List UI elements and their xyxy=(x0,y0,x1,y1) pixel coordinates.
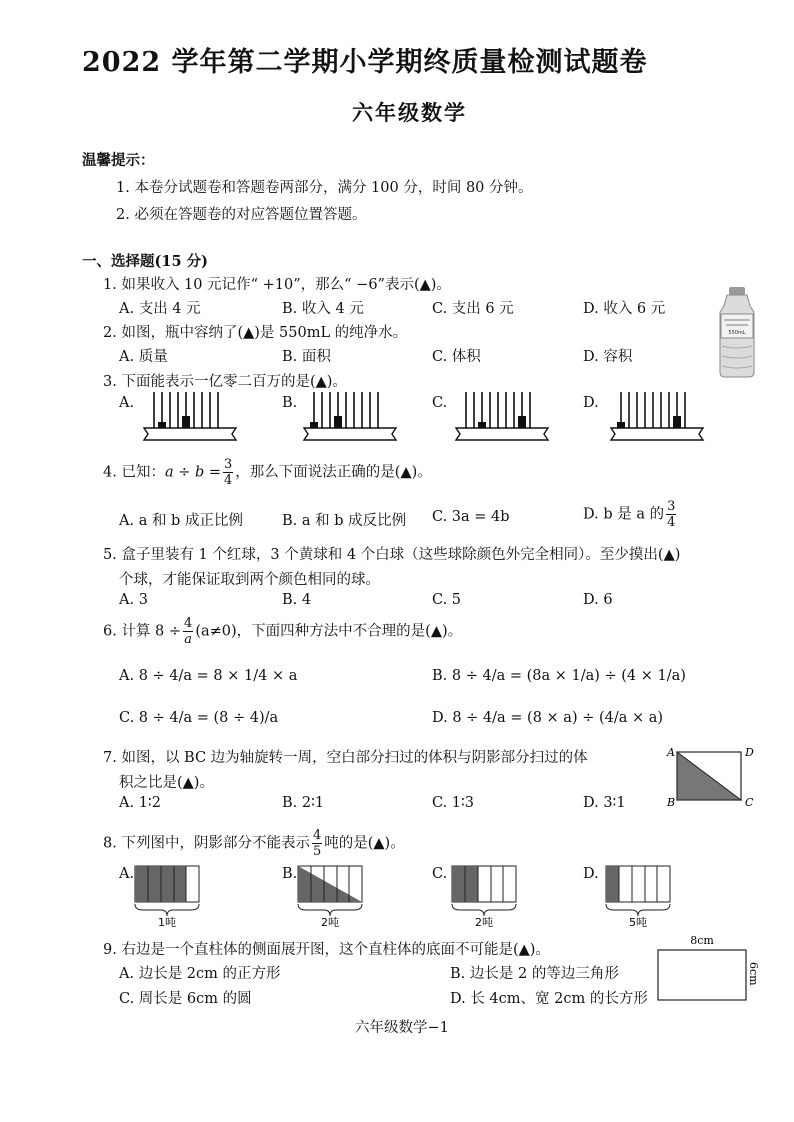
q8-option-b: B. xyxy=(282,866,298,882)
water-bottle-image xyxy=(712,286,762,378)
q4-option-c: C. 3a = 4b xyxy=(432,509,510,525)
bottle-volume-label: 550mL xyxy=(728,330,746,336)
question-7-stem-line1: 7. 如图，以 BC 边为轴旋转一周，空白部分扫过的体积与阴影部分扫过的体 xyxy=(103,750,588,766)
q8-option-a: A. xyxy=(119,866,135,882)
question-2-stem: 2. 如图，瓶中容纳了(▲)是 550mL 的纯净水。 xyxy=(103,325,408,341)
q4-option-b: B. a 和 b 成反比例 xyxy=(282,513,407,529)
q2-option-c: C. 体积 xyxy=(432,349,481,365)
q6-option-c: C. 8 ÷ 4/a = (8 ÷ 4)/a xyxy=(119,710,279,726)
q5-option-b: B. 4 xyxy=(282,592,312,608)
q6-option-b: B. 8 ÷ 4/a = (8a × 1/a) ÷ (4 × 1/a) xyxy=(432,668,686,684)
question-8-stem: 8. 下列图中，阴影部分不能表示 $\frac{4}{5}$ 吨的是(▲)。 xyxy=(103,828,405,859)
bar-figure-c xyxy=(450,862,530,932)
q7-option-a: A. 1∶2 xyxy=(119,795,161,811)
q8-option-c: C. xyxy=(432,866,448,882)
tip-item: 1. 本卷分试题卷和答题卷两部分，满分 100 分，时间 80 分钟。 xyxy=(116,180,533,196)
bar-caption-a: 1吨 xyxy=(158,916,176,929)
q4-option-d: D. b 是 a 的 $\frac{3}{4}$ xyxy=(583,499,676,530)
section-heading: 一、选择题(15 分) xyxy=(82,253,208,270)
bar-figure-a xyxy=(133,862,213,932)
q3-option-a: A. xyxy=(119,395,135,411)
q7-option-c: C. 1∶3 xyxy=(432,795,475,811)
q6-option-a: A. 8 ÷ 4/a = 8 × 1/4 × a xyxy=(119,668,298,684)
abacus-c xyxy=(452,390,552,446)
question-7-stem-line2: 积之比是(▲)。 xyxy=(119,775,214,791)
bar-caption-d: 5吨 xyxy=(629,916,647,929)
q2-option-d: D. 容积 xyxy=(583,349,633,365)
bar-caption-c: 2吨 xyxy=(475,916,493,929)
q9-option-c: C. 周长是 6cm 的圆 xyxy=(119,991,252,1007)
question-9-stem: 9. 右边是一个直柱体的侧面展开图，这个直柱体的底面不可能是(▲)。 xyxy=(103,942,550,958)
q9-option-d: D. 长 4cm、宽 2cm 的长方形 xyxy=(450,991,648,1007)
q7-option-b: B. 2∶1 xyxy=(282,795,325,811)
q2-option-a: A. 质量 xyxy=(119,349,168,365)
rectangle-triangle-figure xyxy=(665,744,760,810)
q9-option-b: B. 边长是 2 的等边三角形 xyxy=(450,966,619,982)
question-5-stem-line2: 个球，才能保证取到两个颜色相同的球。 xyxy=(119,572,380,588)
q1-option-a: A. 支出 4 元 xyxy=(119,301,201,317)
q7-option-d: D. 3∶1 xyxy=(583,795,626,811)
vertex-label-a: A xyxy=(667,746,675,759)
q3-option-c: C. xyxy=(432,395,448,411)
q1-option-d: D. 收入 6 元 xyxy=(583,301,666,317)
question-6-stem: 6. 计算 8 ÷ $\frac{4}{a}$ (a≠0)，下面四种方法中不合理的是(▲)。 xyxy=(103,616,463,647)
bar-figure-b xyxy=(296,862,376,932)
vertex-label-c: C xyxy=(745,796,754,809)
tip-item: 2. 必须在答题卷的对应答题位置答题。 xyxy=(116,207,367,223)
question-3-stem: 3. 下面能表示一亿零二百万的是(▲)。 xyxy=(103,374,347,390)
abacus-d xyxy=(607,390,707,446)
q8-option-d: D. xyxy=(583,866,599,882)
q6-option-d: D. 8 ÷ 4/a = (8 × a) ÷ (4/a × a) xyxy=(432,710,664,726)
height-label: 6cm xyxy=(747,962,760,986)
width-label: 8cm xyxy=(690,934,714,947)
vertex-label-d: D xyxy=(745,746,754,759)
vertex-label-b: B xyxy=(667,796,676,809)
abacus-b xyxy=(300,390,400,446)
abacus-a xyxy=(140,390,240,446)
question-4-stem: 4. 已知：a ÷ b = $\frac{3}{4}$ ，那么下面说法正确的是(▲)。 xyxy=(103,457,432,488)
q1-option-c: C. 支出 6 元 xyxy=(432,301,514,317)
question-1-stem: 1. 如果收入 10 元记作“ +10”，那么“ −6”表示(▲)。 xyxy=(103,277,451,293)
q3-option-d: D. xyxy=(583,395,599,411)
page-footer: 六年级数学−1 xyxy=(355,1020,449,1036)
q5-option-d: D. 6 xyxy=(583,592,613,608)
exam-title: 2022 学年第二学期小学期终质量检测试题卷 xyxy=(82,47,648,78)
exam-subtitle: 六年级数学 xyxy=(352,100,467,125)
q5-option-c: C. 5 xyxy=(432,592,462,608)
q2-option-b: B. 面积 xyxy=(282,349,331,365)
bar-caption-b: 2吨 xyxy=(321,916,339,929)
q9-option-a: A. 边长是 2cm 的正方形 xyxy=(119,966,281,982)
q3-option-b: B. xyxy=(282,395,298,411)
q1-option-b: B. 收入 4 元 xyxy=(282,301,364,317)
question-5-stem-line1: 5. 盒子里装有 1 个红球，3 个黄球和 4 个白球（这些球除颜色外完全相同）。至少摸出(▲) xyxy=(103,547,681,563)
tips-heading: 温馨提示： xyxy=(82,152,155,169)
unfolded-side-figure xyxy=(650,932,760,1004)
q4-option-a: A. a 和 b 成正比例 xyxy=(119,513,243,529)
q5-option-a: A. 3 xyxy=(119,592,148,608)
bar-figure-d xyxy=(604,862,684,932)
